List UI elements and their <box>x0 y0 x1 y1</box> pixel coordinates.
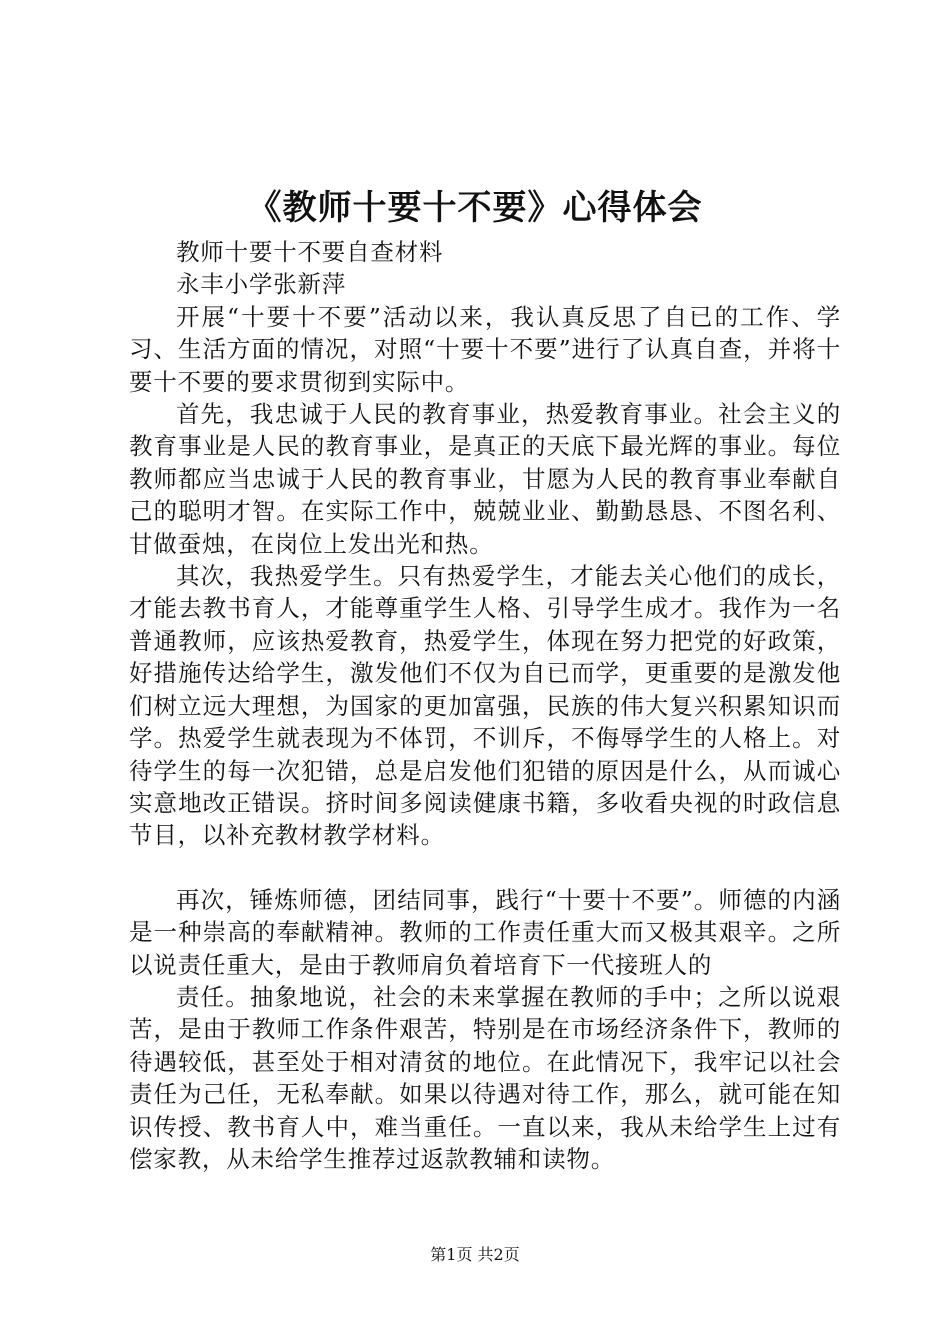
body-paragraph: 首先，我忠诚于人民的教育事业，热爱教育事业。社会主义的教育事业是人民的教育事业，是真正的天底下最光辉的事业。每位教师都应当忠诚于人民的教育事业，甘愿为人民的教育事业奉献自己的聪明才智。在实际工作中，兢兢业业、勤勤恳恳、不图名利、甘做蚕烛，在岗位上发出光和热。 <box>129 400 841 558</box>
author-paragraph: 永丰小学张新萍 <box>176 270 347 299</box>
page-number: 第1页 共2页 <box>430 1245 520 1264</box>
body-paragraph: 再次，锤炼师德，团结同事，践行“十要十不要”。师德的内涵是一种崇高的奉献精神。教师的工作责任重大而又极其艰辛。之所以说责任重大，是由于教师肩负着培育下一代接班人的 <box>129 885 841 979</box>
paragraph-spacer <box>129 852 841 884</box>
document-body <box>129 236 841 1175</box>
body-paragraph: 责任。抽象地说，社会的未来掌握在教师的手中；之所以说艰苦，是由于教师工作条件艰苦，特别是在市场经济条件下，教师的待遇较低，甚至处于相对清贫的地位。在此情况下，我牢记以社会责任为己任，无私奉献。如果以待遇对待工作，那么，就可能在知识传授、教书育人中，难当重任。一直以来，我从未给学生上过有偿家教，从未给学生推荐过返款教辅和读物。 <box>129 982 841 1173</box>
body-paragraph: 开展“十要十不要”活动以来，我认真反思了自已的工作、学习、生活方面的情况，对照“十要十不要”进行了认真自查，并将十要十不要的要求贯彻到实际中。 <box>129 302 841 396</box>
subtitle-paragraph: 教师十要十不要自查材料 <box>176 238 444 266</box>
body-paragraph: 其次，我热爱学生。只有热爱学生，才能去关心他们的成长，才能去教书育人，才能尊重学生人格、引导学生成才。我作为一名普通教师，应该热爱教育，热爱学生，体现在努力把党的好政策，好措施传达给学生，激发他们不仅为自已而学，更重要的是激发他们树立远大理想，为国家的更加富强，民族的伟大复兴积累知识而学。热爱学生就表现为不体罚，不训斥，不侮辱学生的人格上。对待学生的每一次犯错，总是启发他们犯错的原因是什么，从而诚心实意地改正错误。挤时间多阅读健康书籍，多收看央视的时政信息节目，以补充教材教学材料。 <box>129 562 841 850</box>
document-title: 《教师十要十不要》心得体会 <box>247 188 703 228</box>
